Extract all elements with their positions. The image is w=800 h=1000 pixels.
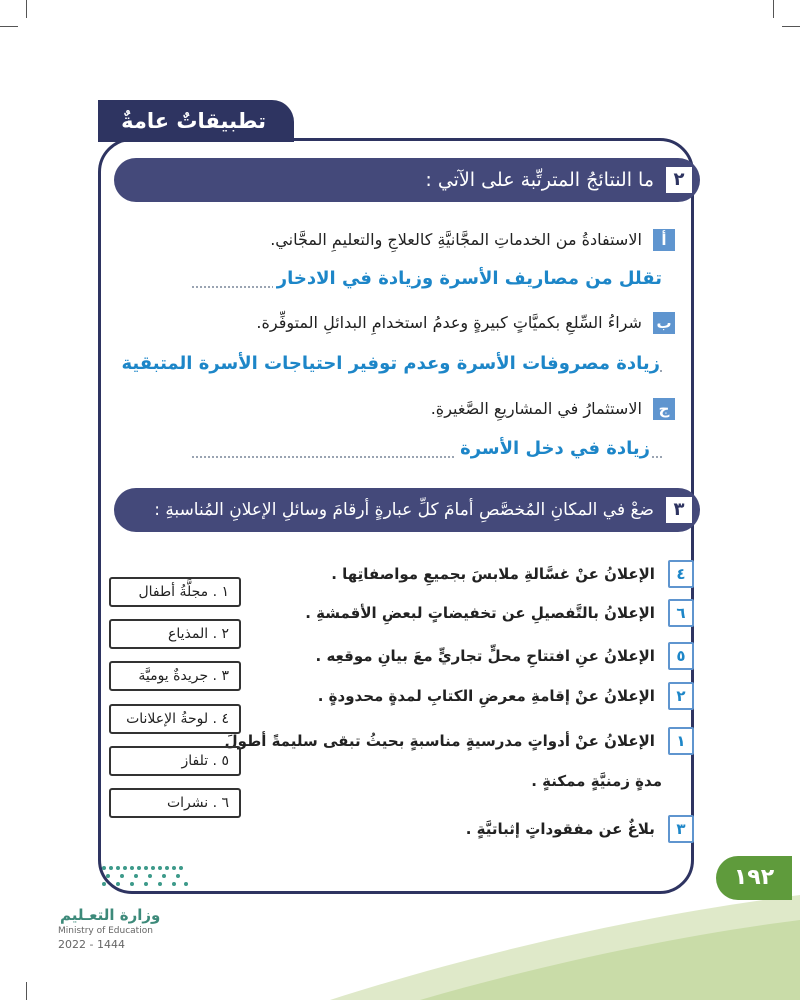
answer-text: زيادة مصروفات الأسرة وعدم توفير احتياجات الأسرة المتبقية xyxy=(118,353,660,374)
crop-mark xyxy=(782,26,800,27)
section-title: تطبيقاتٌ عامةٌ xyxy=(98,100,294,142)
q2-item-b xyxy=(256,312,675,334)
question-number: ٢ xyxy=(666,167,692,193)
option-box: ١ . مجلَّةُ أطفال xyxy=(109,577,241,607)
option-box: ٢ . المذياع xyxy=(109,619,241,649)
answer-box: ١ xyxy=(668,727,694,755)
ministry-name-en: Ministry of Education xyxy=(58,926,153,936)
item-text: الاستفادةُ من الخدماتِ المجَّانيَّةِ كالعلاجِ والتعليمِ المجَّاني. xyxy=(270,230,642,249)
statement-text: الإعلانُ عنْ إقامةِ معرضِ الكتابِ لمدةٍ محدودةٍ . xyxy=(317,687,655,705)
question-number: ٣ xyxy=(666,497,692,523)
statement-text: بلاغٌ عن مفقوداتٍ إثباتيَّةٍ . xyxy=(465,820,655,838)
q2-item-c xyxy=(431,398,675,420)
page-number: ١٩٢ xyxy=(716,856,792,900)
statement-continuation: مدةٍ زمنيَّةٍ ممكنةٍ . xyxy=(531,772,662,790)
option-box: ٦ . نشرات xyxy=(109,788,241,818)
statement-row xyxy=(318,682,694,710)
ministry-name-ar: وزارة التعـليم xyxy=(60,906,161,924)
statement-row xyxy=(331,560,694,588)
item-text: الاستثمارُ في المشاريعِ الصَّغيرةِ. xyxy=(430,399,642,418)
statement-text: الإعلانُ عنْ أدواتٍ مدرسيةٍ مناسبةٍ بحيثُ تبقى سليمةً أطولَ xyxy=(224,732,655,750)
question-3-bar xyxy=(114,488,700,532)
statement-text: الإعلانُ بالتَّفصيلِ عن تخفيضاتٍ لبعضِ الأقمشةِ . xyxy=(305,604,655,622)
item-letter: ج xyxy=(653,398,675,420)
question-title: ضعْ في المكانِ المُخصَّصِ أمامَ كلِّ عبارةٍ أرقامَ وسائلِ الإعلانِ المُناسبةِ : xyxy=(154,500,654,520)
question-2-bar xyxy=(114,158,700,202)
question-title: ما النتائجُ المترتِّبة على الآتي : xyxy=(425,169,654,191)
crop-mark xyxy=(26,0,27,18)
crop-mark xyxy=(773,0,774,18)
item-letter: ب xyxy=(653,312,675,334)
option-box: ٤ . لوحةُ الإعلانات xyxy=(109,704,241,734)
option-box: ٣ . جريدةٌ يوميَّة xyxy=(109,661,241,691)
q2-item-a xyxy=(270,229,675,251)
answer-box: ٣ xyxy=(668,815,694,843)
option-box: ٥ . تلفاز xyxy=(109,746,241,776)
statement-row xyxy=(305,599,694,627)
ministry-year: 2022 - 1444 xyxy=(58,938,125,951)
item-text: شراءُ السِّلعِ بكميَّاتٍ كبيرةٍ وعدمُ استخدامِ البدائلِ المتوفِّرة. xyxy=(256,313,642,332)
crop-mark xyxy=(0,26,18,27)
statement-text: الإعلانُ عنْ غسَّالةِ ملابسَ بجميعِ مواصفاتِها . xyxy=(331,565,655,583)
answer-box: ٦ xyxy=(668,599,694,627)
answer-text: تقلل من مصاريف الأسرة وزيادة في الادخار xyxy=(273,268,662,289)
statement-row xyxy=(466,815,694,843)
statement-row xyxy=(316,642,694,670)
answer-box: ٥ xyxy=(668,642,694,670)
statement-text: الإعلانُ عنِ افتتاحِ محلٍّ تجاريٍّ معَ بيانِ موقعِه . xyxy=(315,647,655,665)
answer-box: ٢ xyxy=(668,682,694,710)
answer-box: ٤ xyxy=(668,560,694,588)
item-letter: أ xyxy=(653,229,675,251)
answer-text: زيادة في دخل الأسرة xyxy=(456,438,650,459)
ministry-logo-icon xyxy=(100,862,192,896)
statement-row xyxy=(225,727,694,755)
